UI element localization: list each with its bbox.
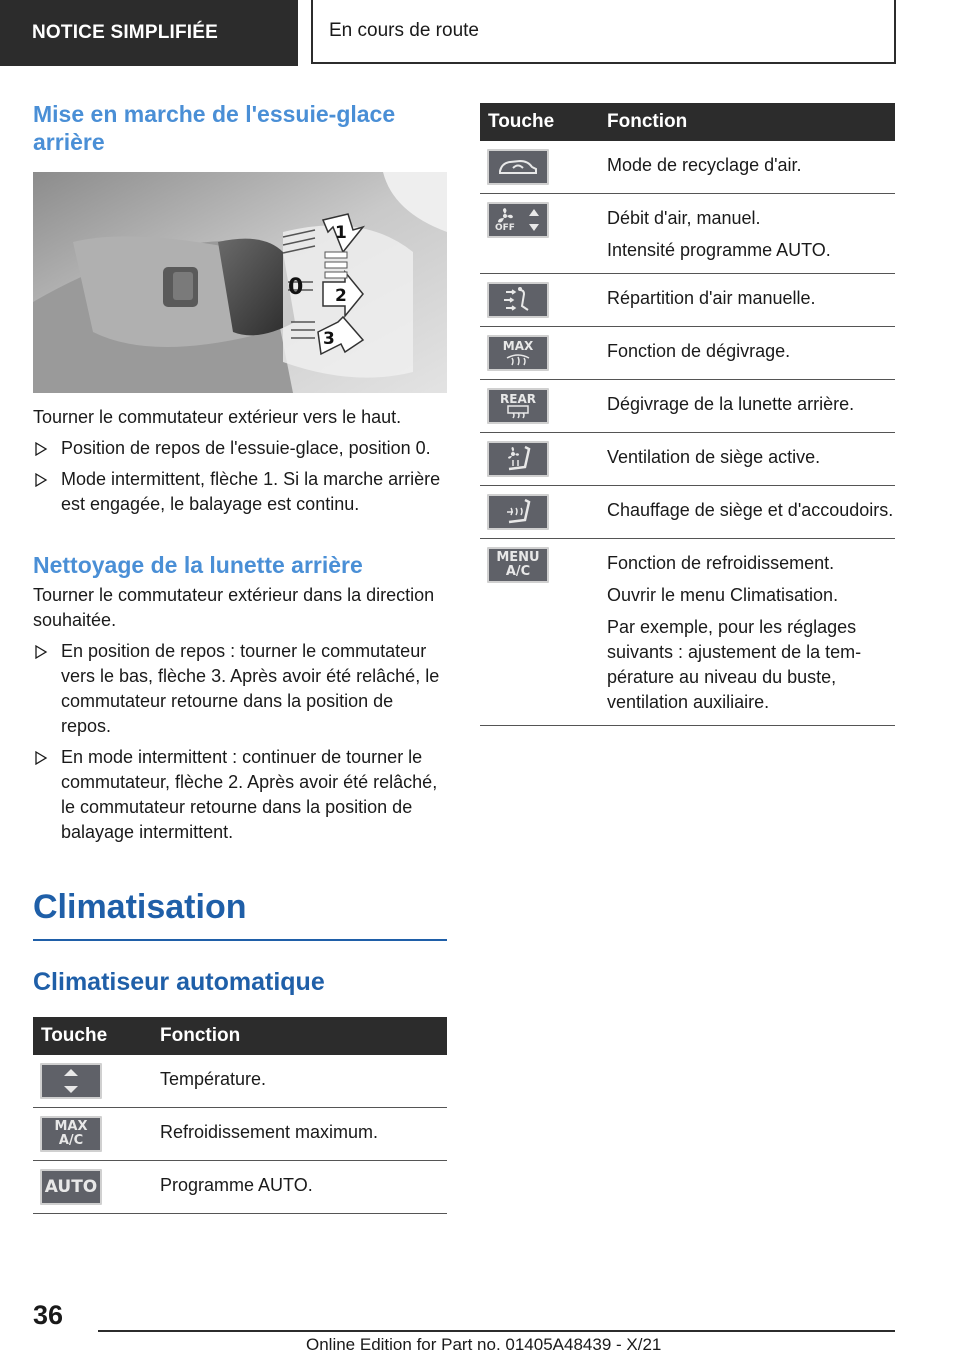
- function-text: Dégivrage de la lunette arrière.: [607, 394, 855, 414]
- page-header: [0, 0, 960, 66]
- table-row: [33, 1161, 447, 1214]
- bullet-text: En position de repos : tourner le commutateur vers le bas, flèche 3. Après avoir été relâché, le commutateur retourne dans la position de repos.: [61, 641, 440, 736]
- photo-label-3: 3: [323, 329, 335, 349]
- function-text: Mode de recyclage d'air.: [607, 155, 802, 175]
- function-text: Débit d'air, manuel.: [607, 208, 761, 228]
- photo-label-2: 2: [335, 286, 347, 306]
- left-column: [33, 100, 447, 1214]
- table-row: [480, 194, 895, 274]
- function-text: Par exemple, pour les réglages suivants : ajustement de la température au niveau du buste, ventilation auxiliaire.: [607, 617, 862, 712]
- list-item: [33, 467, 447, 517]
- bullet-text: En mode intermittent : continuer de tourner le commutateur, flèche 2. Après avoir été relâché, le commutateur retourne dans la position de balayage intermittent.: [61, 747, 438, 842]
- triangle-bullet-icon: [34, 645, 48, 659]
- triangle-bullet-icon: [34, 442, 48, 456]
- function-text: Fonction de dégivrage.: [607, 341, 791, 361]
- table-row: [480, 141, 895, 194]
- table-row: [33, 1055, 447, 1108]
- function-text: Refroidissement maximum.: [160, 1122, 379, 1142]
- list-item: [33, 436, 447, 461]
- function-text: Intensité programme AUTO.: [607, 240, 831, 260]
- bullet-text: Mode intermittent, flèche 1. Si la marche arrière est engagée, le balayage est continu.: [61, 469, 441, 514]
- chapter-title: En cours de route: [311, 0, 896, 64]
- menu-ac-icon: MENU A/C: [487, 547, 549, 583]
- climate-table-left: [33, 1017, 447, 1214]
- function-text: Ventilation de siège active.: [607, 447, 821, 467]
- right-column: [480, 103, 895, 726]
- function-text: Ouvrir le menu Climatisation.: [607, 585, 839, 605]
- table-row: [480, 380, 895, 433]
- function-text: Chauffage de siège et d'accoudoirs.: [607, 500, 894, 520]
- air-recirculation-icon: [487, 149, 549, 185]
- function-text: Programme AUTO.: [160, 1175, 313, 1195]
- photo-label-1: 1: [335, 223, 347, 243]
- list-item: [33, 745, 447, 845]
- function-text: Répartition d'air manuelle.: [607, 288, 816, 308]
- edition-text: Online Edition for Part no. 01405A48439 - X/21: [306, 1335, 662, 1354]
- triangle-bullet-icon: [34, 473, 48, 487]
- column-header-key: Touche: [480, 103, 607, 141]
- table-header-row: [480, 103, 895, 141]
- max-ac-icon: MAX A/C: [40, 1116, 102, 1152]
- air-distribution-icon: [487, 282, 549, 318]
- auto-icon: AUTO: [40, 1169, 102, 1205]
- rear-defrost-icon: REAR: [487, 388, 549, 424]
- list-item: [33, 639, 447, 739]
- column-header-function: Fonction: [160, 1017, 447, 1055]
- table-row: [33, 1108, 447, 1161]
- table-row: [480, 274, 895, 327]
- column-header-key: Touche: [33, 1017, 160, 1055]
- wiper-intro: Tourner le commutateur extérieur vers le haut.: [33, 407, 402, 427]
- table-row: [480, 433, 895, 486]
- wiper-bullet-list: [33, 436, 447, 517]
- rear-wiper-switch-photo: [33, 172, 447, 393]
- function-text: Fonction de refroidissement.: [607, 553, 835, 573]
- column-header-function: Fonction: [607, 103, 895, 141]
- section-tab: NOTICE SIMPLIFIÉE: [0, 0, 298, 66]
- temperature-arrows-icon: [40, 1063, 102, 1099]
- table-row: [480, 539, 895, 726]
- bullet-text: Position de repos de l'essuie-glace, position 0.: [61, 438, 431, 458]
- wiper-heading: Mise en marche de l'essuie-glace arrière: [33, 101, 396, 155]
- cleaning-intro: Tourner le commutateur extérieur dans la direction souhaitée.: [33, 585, 435, 630]
- function-text: Température.: [160, 1069, 267, 1089]
- table-row: [480, 327, 895, 380]
- page-number: 36: [33, 1300, 64, 1330]
- max-defrost-icon: MAX: [487, 335, 549, 371]
- auto-climate-heading: Climatiseur automatique: [33, 968, 325, 996]
- climate-table-right: [480, 103, 895, 726]
- seat-heating-icon: [487, 494, 549, 530]
- fan-speed-icon: OFF: [487, 202, 549, 238]
- cleaning-heading: Nettoyage de la lunette arrière: [33, 552, 363, 578]
- seat-ventilation-icon: [487, 441, 549, 477]
- photo-label-0: 0: [288, 275, 304, 300]
- climate-heading: Climatisation: [33, 887, 447, 941]
- cleaning-bullet-list: [33, 639, 447, 845]
- table-header-row: [33, 1017, 447, 1055]
- footer-divider: [98, 1330, 895, 1332]
- triangle-bullet-icon: [34, 751, 48, 765]
- table-row: [480, 486, 895, 539]
